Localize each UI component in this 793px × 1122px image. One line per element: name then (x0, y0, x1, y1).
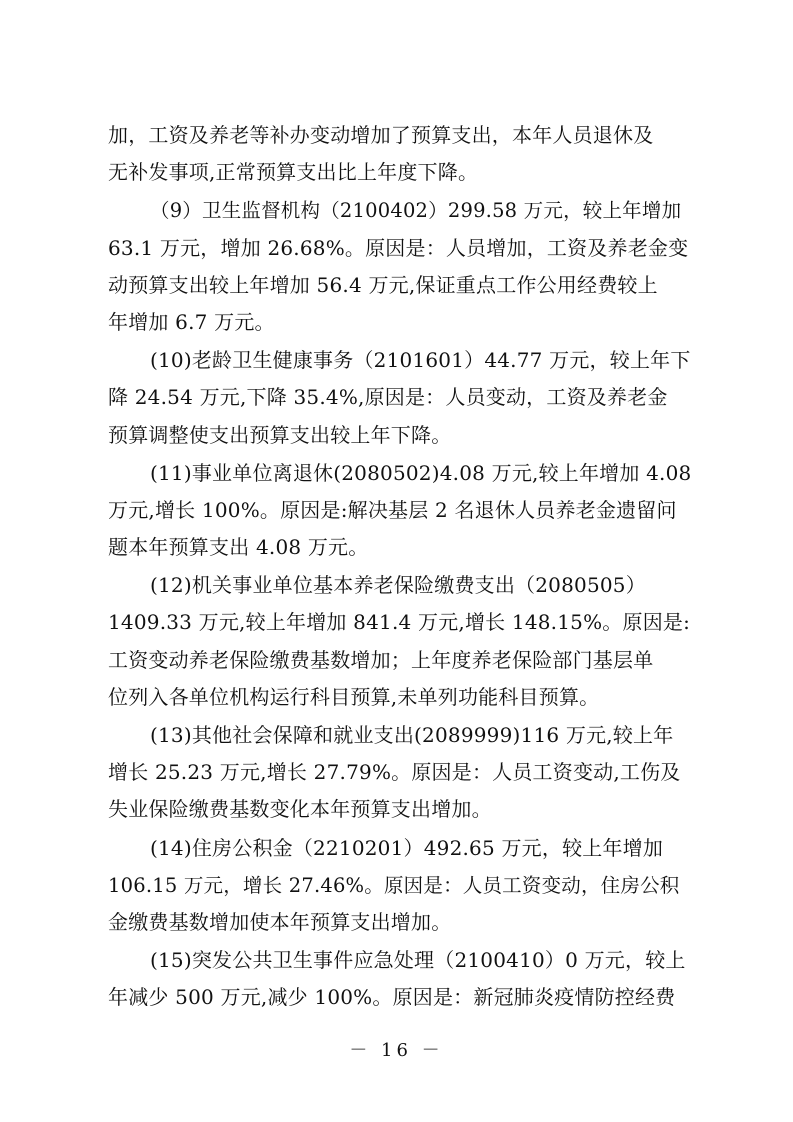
text-line: (11)事业单位离退休(2080502)4.08 万元,较上年增加 4.08 (150, 460, 692, 485)
paragraph-item-11 (108, 455, 690, 567)
text-line: 1409.33 万元,较上年增加 841.4 万元,增长 148.15%。原因是: (108, 610, 691, 635)
page-number: － 16 － (349, 1040, 444, 1061)
text-line: 动预算支出较上年增加 56.4 万元,保证重点工作公用经费较上 (108, 272, 658, 297)
text-line: 金缴费基数增加使本年预算支出增加。 (108, 909, 452, 934)
text-line: 年增加 6.7 万元。 (108, 309, 275, 334)
text-line: 题本年预算支出 4.08 万元。 (108, 535, 369, 560)
text-line: 失业保险缴费基数变化本年预算支出增加。 (108, 797, 492, 822)
text-line: 万元,增长 100%。原因是:解决基层 2 名退休人员养老金遗留问 (108, 497, 677, 522)
text-line: 位列入各单位机构运行科目预算,未单列功能科目预算。 (108, 684, 600, 709)
text-line: 增长 25.23 万元,增长 27.79%。原因是：人员工资变动,工伤及 (108, 760, 681, 785)
paragraph-item-10 (108, 342, 690, 454)
text-line: （9）卫生监督机构（2100402）299.58 万元，较上年增加 (150, 199, 682, 223)
text-line: 加，工资及养老等补办变动增加了预算支出，本年人员退休及 (108, 123, 654, 147)
text-line: (14)住房公积金（2210201）492.65 万元，较上年增加 (150, 835, 664, 860)
text-line: 预算调整使支出预算支出较上年下降。 (108, 422, 452, 447)
text-line: (13)其他社会保障和就业支出(2089999)116 万元,较上年 (150, 723, 674, 747)
paragraph-item-15 (108, 942, 690, 1016)
text-line: 工资变动养老保险缴费基数增加；上年度养老保险部门基层单 (108, 647, 654, 672)
text-line: (15)突发公共卫生事件应急处理（2100410）0 万元，较上 (150, 948, 686, 973)
text-line: 106.15 万元，增长 27.46%。原因是：人员工资变动，住房公积 (108, 873, 680, 897)
document-body (108, 117, 690, 1018)
text-line: (10)老龄卫生健康事务（2101601）44.77 万元，较上年下 (150, 348, 691, 373)
text-line: 降 24.54 万元,下降 35.4%,原因是：人员变动，工资及养老金 (108, 385, 668, 410)
paragraph-item-14 (108, 830, 690, 942)
paragraph-item-13 (108, 717, 690, 829)
paragraph-continuation (108, 117, 690, 191)
text-line: 63.1 万元，增加 26.68%。原因是：人员增加，工资及养老金变 (108, 235, 689, 260)
text-line: 无补发事项,正常预算支出比上年度下降。 (108, 160, 479, 185)
paragraph-item-12 (108, 567, 690, 716)
text-line: 年减少 500 万元,减少 100%。原因是：新冠肺炎疫情防控经费 (108, 985, 676, 1010)
paragraph-item-9 (108, 192, 690, 341)
text-line: (12)机关事业单位基本养老保险缴费支出（2080505） (150, 573, 646, 598)
